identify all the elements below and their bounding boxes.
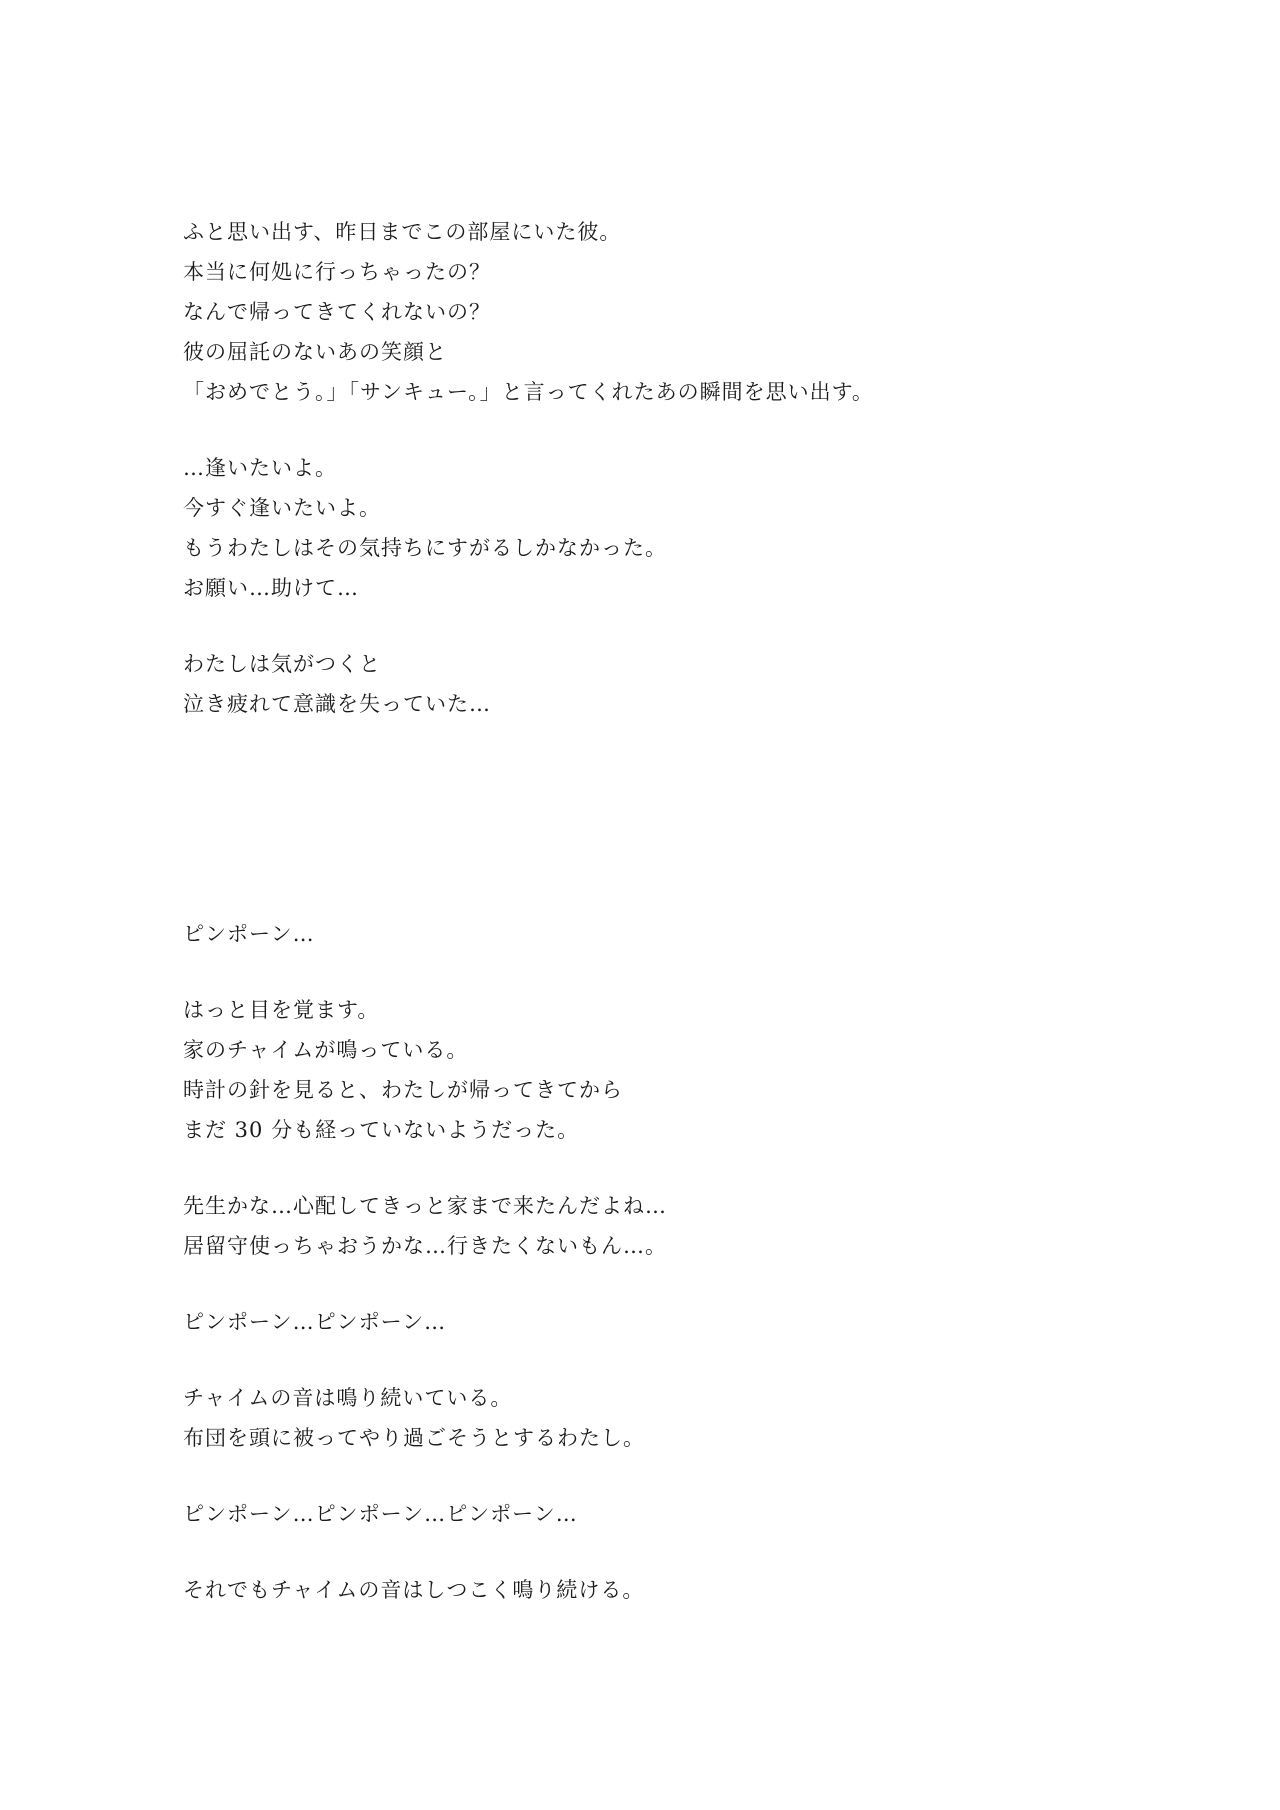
text-line: ピンポーン…ピンポーン…ピンポーン… [183,1502,578,1526]
text-line: お願い…助けて… [183,576,359,600]
text-line: 「おめでとう。」「サンキュー。」と言ってくれたあの瞬間を思い出す。 [183,380,874,404]
text-line: 本当に何処に行っちゃったの？ [183,260,491,284]
text-line: 時計の針を見ると、わたしが帰ってきてから [183,1078,623,1102]
text-line: 今すぐ逢いたいよ。 [183,496,381,520]
text-line: …逢いたいよ。 [183,456,337,480]
text-line: なんで帰ってきてくれないの？ [183,300,491,324]
text-line: チャイムの音は鳴り続いている。 [183,1386,513,1410]
text-line: まだ 30 分も経っていないようだった。 [183,1118,580,1142]
text-line: わたしは気がつくと [183,652,381,676]
text-line: 彼の屈託のないあの笑顔と [183,340,447,364]
text-line: 先生かな…心配してきっと家まで来たんだよね… [183,1194,667,1218]
text-line: 家のチャイムが鳴っている。 [183,1038,469,1062]
text-line: ピンポーン…ピンポーン… [183,1310,447,1334]
text-line: 布団を頭に被ってやり過ごそうとするわたし。 [183,1426,645,1450]
text-line: それでもチャイムの音はしつこく鳴り続ける。 [183,1578,645,1602]
text-line: はっと目を覚ます。 [183,998,380,1022]
text-line: もうわたしはその気持ちにすがるしかなかった。 [183,536,667,560]
text-line: 居留守使っちゃおうかな…行きたくないもん…。 [183,1234,667,1258]
text-line: ふと思い出す、昨日までこの部屋にいた彼。 [183,220,622,244]
text-line: 泣き疲れて意識を失っていた… [183,692,491,716]
text-line: ピンポーン… [183,922,315,946]
